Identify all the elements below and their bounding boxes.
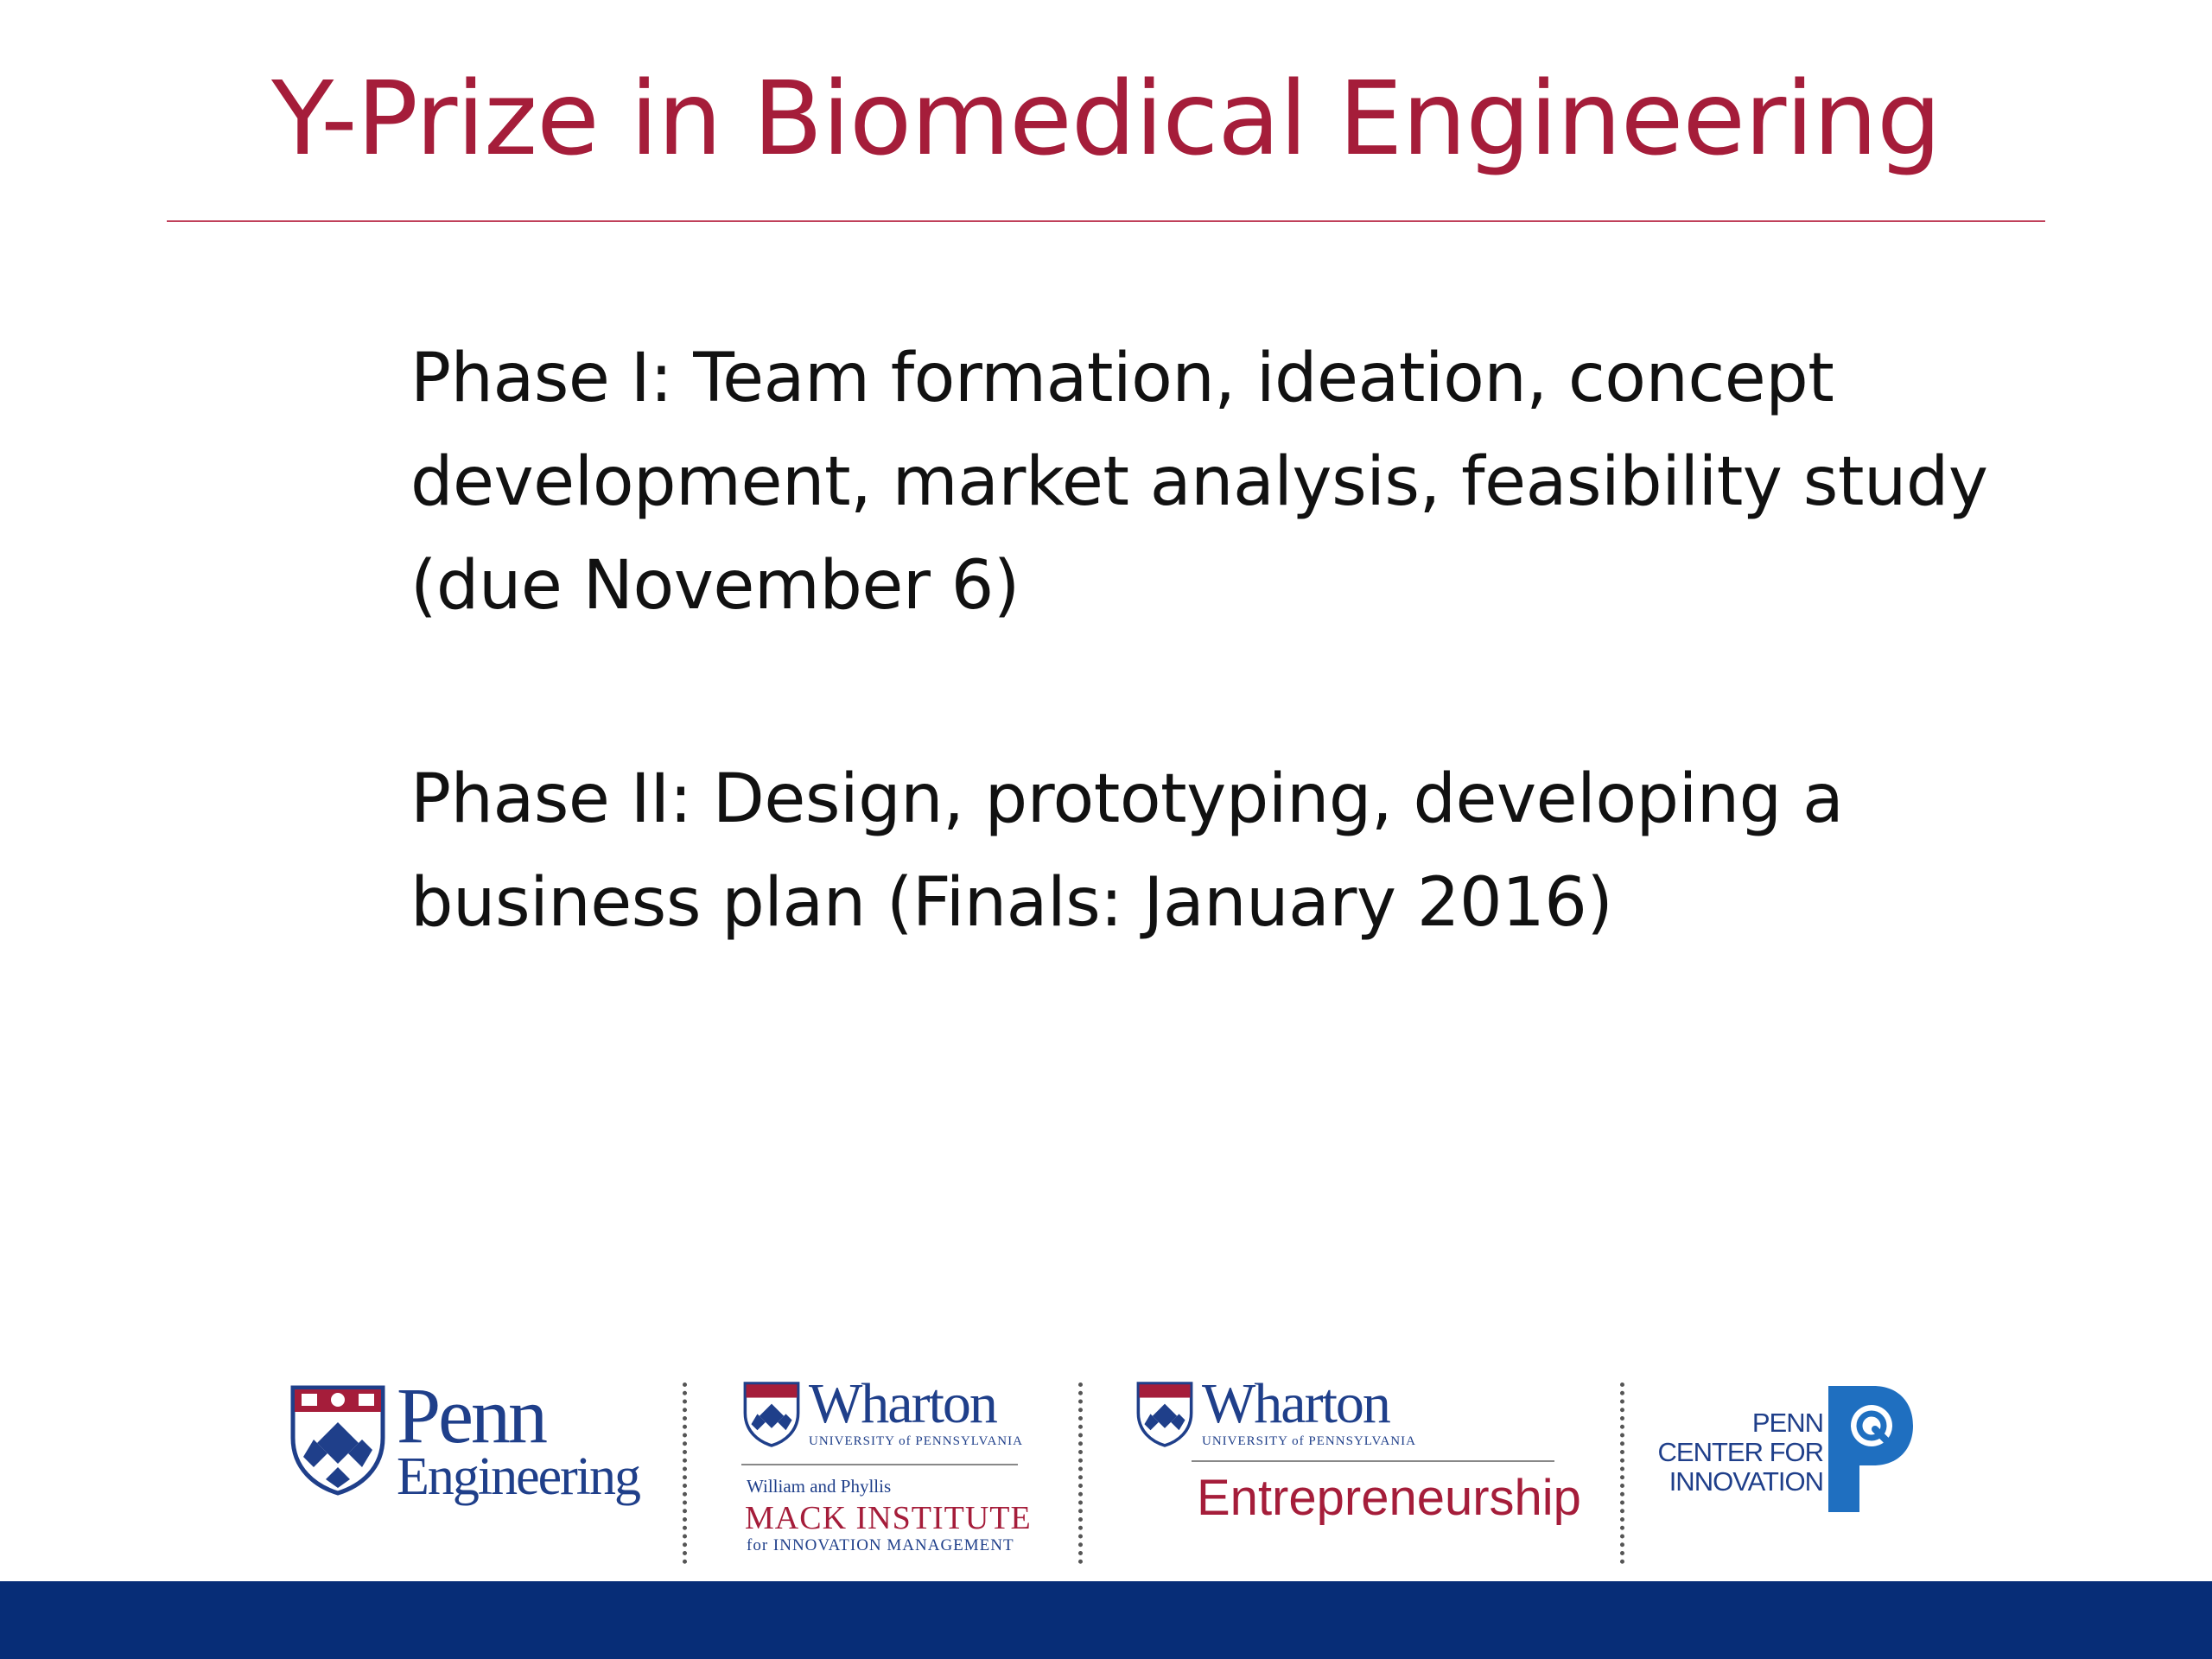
mack-donor-text: William and Phyllis bbox=[747, 1476, 892, 1497]
mack-subtitle-text: for INNOVATION MANAGEMENT bbox=[747, 1536, 1014, 1554]
wharton-wordmark: Wharton bbox=[1202, 1372, 1389, 1435]
logo-separator bbox=[683, 1382, 687, 1564]
penn-engineering-logo bbox=[289, 1371, 640, 1521]
penn-shield-icon bbox=[743, 1381, 800, 1448]
wharton-wordmark: Wharton bbox=[809, 1372, 996, 1435]
wharton-entrepreneurship-logo bbox=[1135, 1372, 1581, 1538]
logo-rule bbox=[1192, 1460, 1554, 1462]
logo-separator bbox=[1078, 1382, 1083, 1564]
engineering-wordmark: Engineering bbox=[397, 1447, 640, 1506]
university-caption: UNIVERSITY of PENNSYLVANIA bbox=[809, 1434, 1023, 1448]
penn-wordmark: Penn bbox=[397, 1371, 545, 1459]
logo-separator bbox=[1620, 1382, 1624, 1564]
phase-two-text: Phase II: Design, prototyping, developing a business plan (Finals: January 2016) bbox=[410, 760, 1844, 942]
wharton-mack-institute-logo bbox=[741, 1372, 1032, 1568]
slide-title: Y-Prize in Biomedical Engineering bbox=[271, 59, 1941, 178]
penn-shield-icon bbox=[1136, 1381, 1193, 1448]
pci-line-1: PENN bbox=[1751, 1408, 1823, 1438]
phase-one-text: Phase I: Team formation, ideation, concept development, market analysis, feasibility study (due November 6) bbox=[410, 340, 1988, 625]
university-caption: UNIVERSITY of PENNSYLVANIA bbox=[1202, 1434, 1416, 1448]
title-divider bbox=[167, 220, 2045, 222]
pci-line-3: INNOVATION bbox=[1669, 1466, 1823, 1497]
penn-shield-icon bbox=[289, 1384, 386, 1497]
penn-p-icon bbox=[1821, 1382, 1916, 1516]
penn-center-for-innovation-logo bbox=[1657, 1374, 1925, 1521]
pci-line-2: CENTER FOR bbox=[1657, 1437, 1823, 1467]
footer-bar bbox=[0, 1581, 2212, 1659]
logo-rule bbox=[741, 1464, 1018, 1465]
sponsor-logos bbox=[0, 1371, 2212, 1573]
mack-institute-text: MACK INSTITUTE bbox=[745, 1500, 1032, 1536]
entrepreneurship-text: Entrepreneurship bbox=[1197, 1470, 1581, 1526]
